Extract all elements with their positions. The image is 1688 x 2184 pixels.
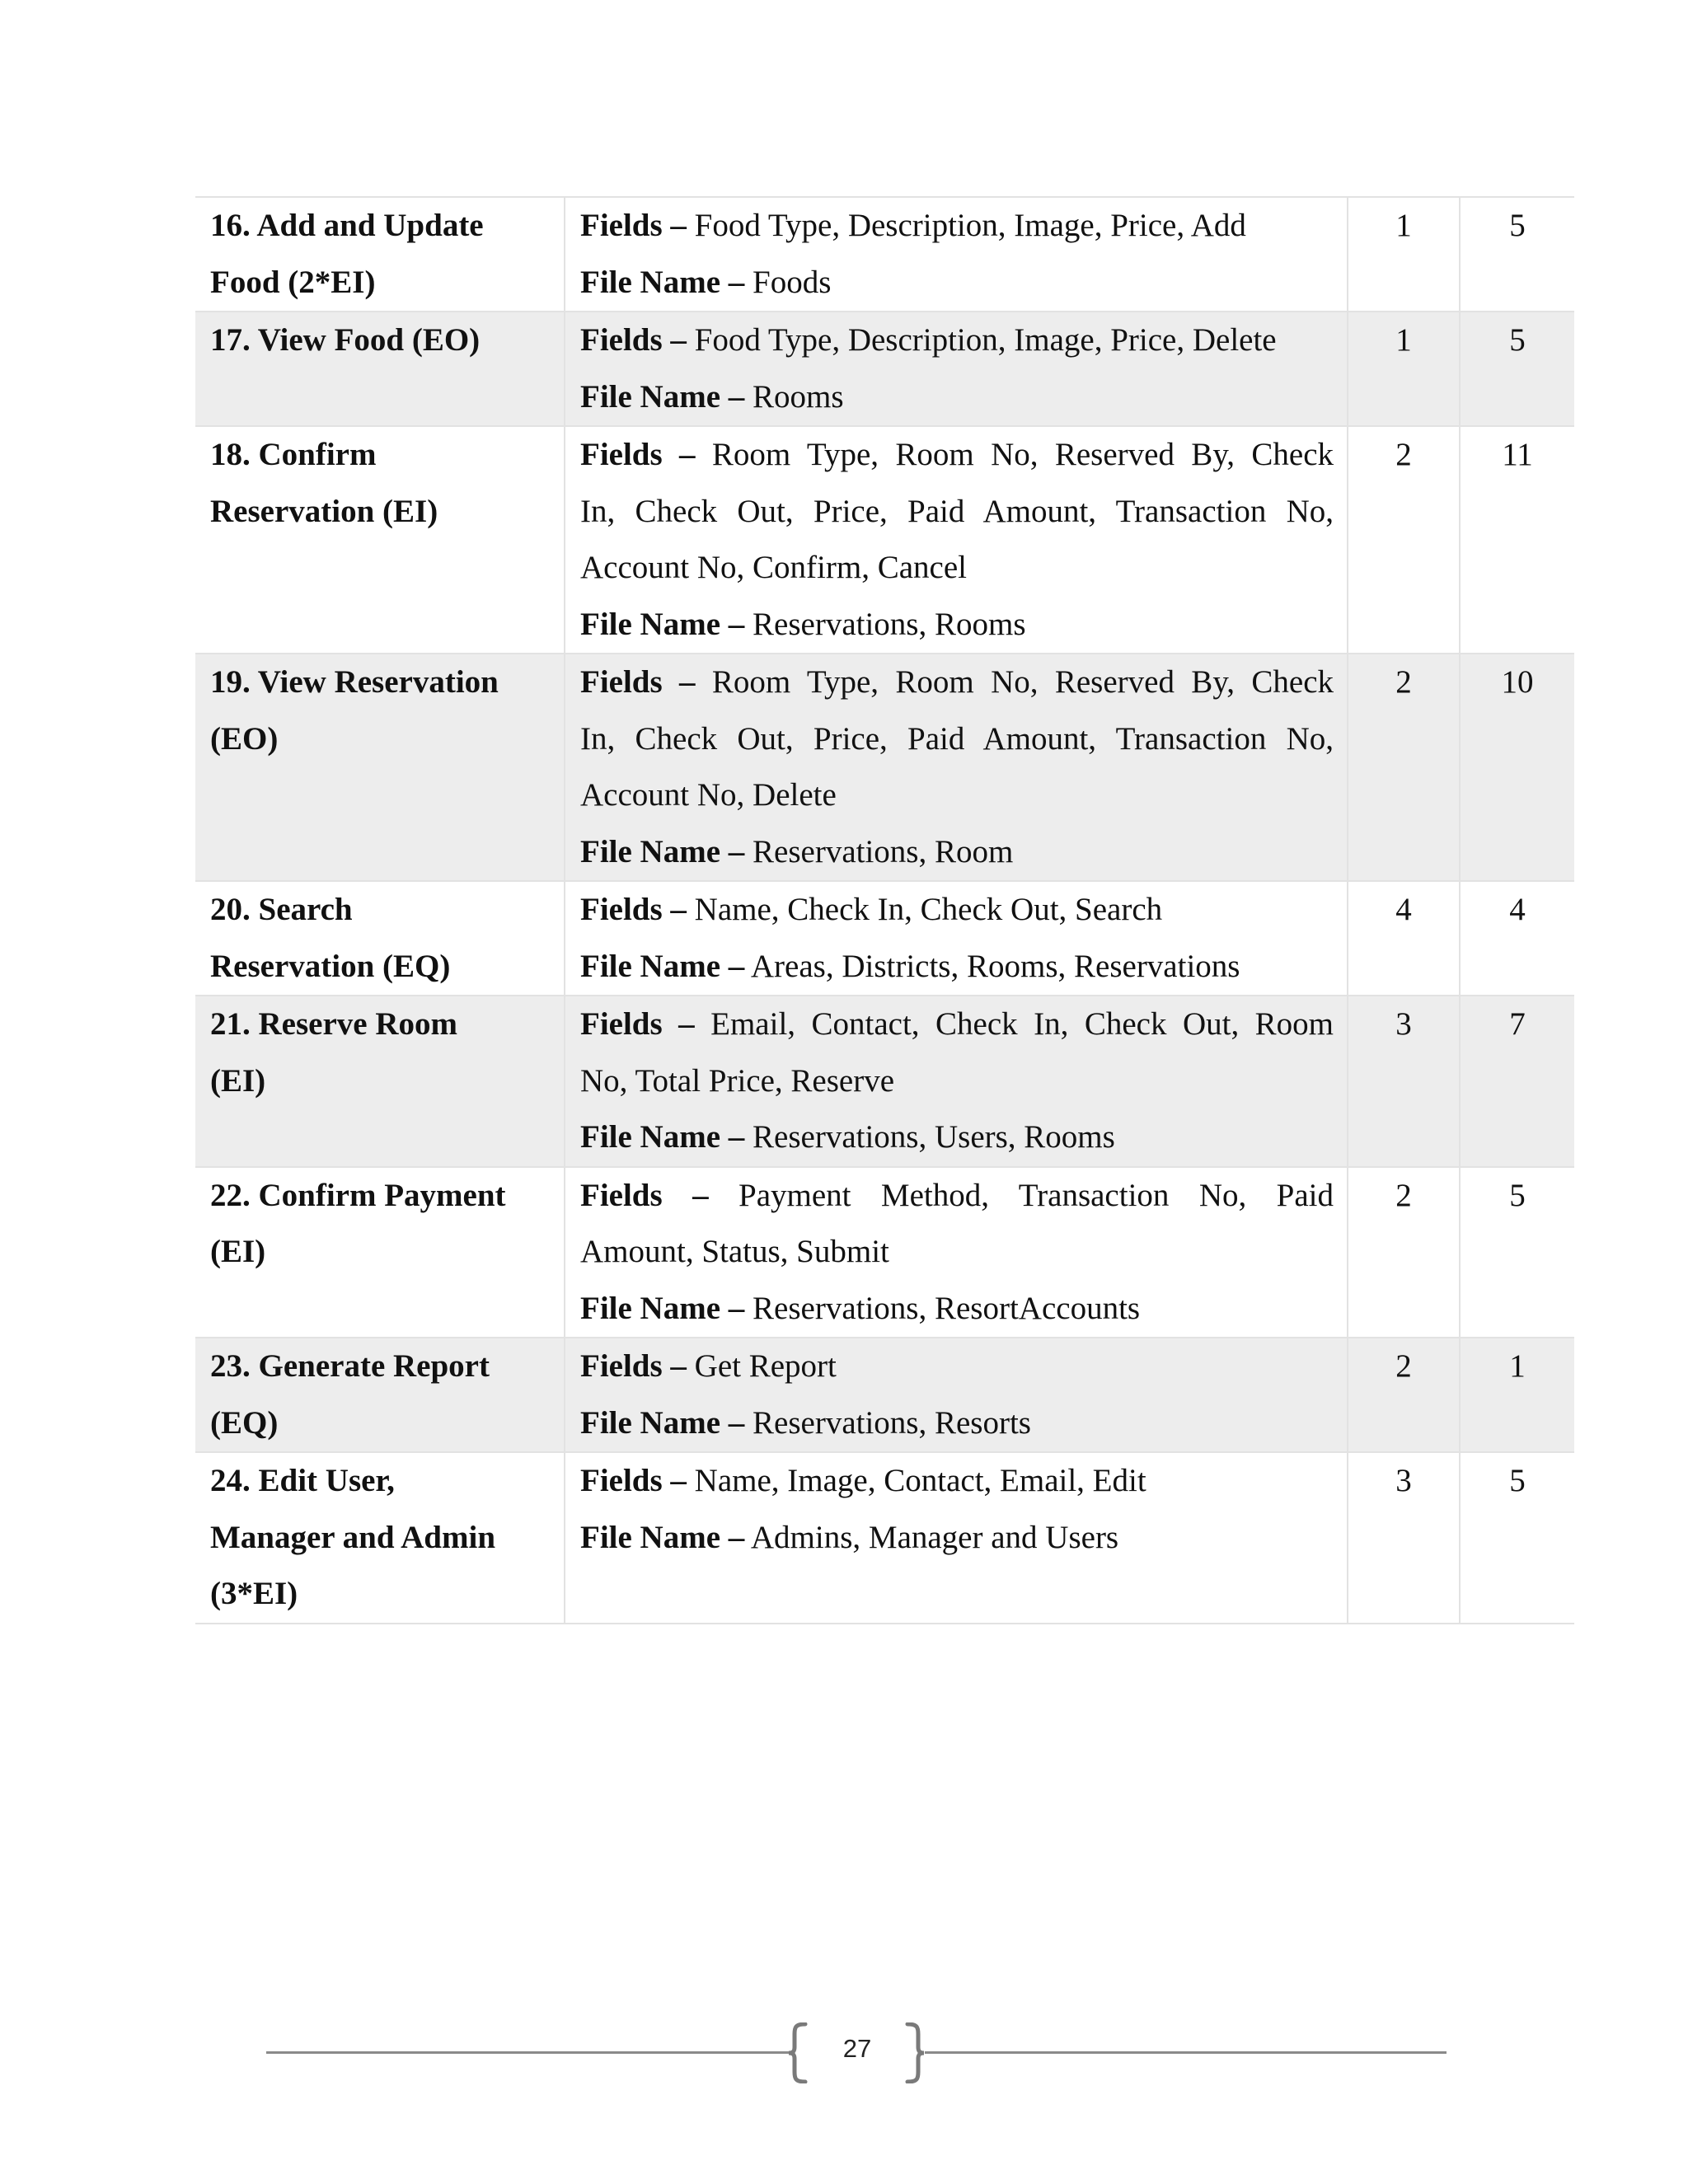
fields-line <box>580 427 1334 484</box>
fields-line <box>580 1053 1334 1110</box>
file-name-label: File Name – <box>580 1290 745 1326</box>
file-name-label: File Name – <box>580 1404 745 1441</box>
fields-line <box>580 882 1334 939</box>
function-name-line: 17. View Food (EO) <box>210 322 481 358</box>
fields-line <box>580 198 1334 255</box>
file-name-text: Reservations, Users, Rooms <box>753 1119 1115 1155</box>
file-name-text: Admins, Manager and Users <box>750 1519 1119 1555</box>
count-cell-1: 2 <box>1348 426 1460 654</box>
function-name-line: 23. Generate Report <box>210 1348 490 1384</box>
fields-label: Fields – <box>580 1177 709 1213</box>
fields-text: Payment Method, Transaction No, Paid <box>738 1177 1334 1213</box>
description-cell <box>565 1338 1348 1452</box>
function-name-cell <box>195 312 565 426</box>
count-cell-1: 3 <box>1348 1452 1460 1624</box>
description-cell <box>565 654 1348 881</box>
file-name-line <box>580 1281 1334 1338</box>
table-row <box>195 1452 1574 1624</box>
file-name-line <box>580 939 1334 996</box>
function-name-line: 16. Add and Update <box>210 208 484 243</box>
fields-text: No, Total Price, Reserve <box>580 1062 895 1099</box>
fields-label: Fields – <box>580 208 687 243</box>
function-name-line: (EI) <box>210 1062 266 1099</box>
fields-label: Fields – <box>580 437 696 472</box>
table-row <box>195 197 1574 312</box>
description-cell <box>565 426 1348 654</box>
fields-text: Account No, Confirm, Cancel <box>580 550 967 585</box>
fields-line <box>580 1168 1334 1225</box>
fields-text: In, Check Out, Price, Paid Amount, Transaction No, <box>580 720 1334 757</box>
file-name-text: Reservations, Resorts <box>753 1404 1031 1441</box>
function-name-line: Reservation (EQ) <box>210 948 451 984</box>
count-cell-2: 5 <box>1460 312 1574 426</box>
right-brace-icon <box>904 2022 926 2083</box>
file-name-label: File Name – <box>580 948 745 984</box>
left-brace-icon <box>787 2022 809 2083</box>
fields-text: In, Check Out, Price, Paid Amount, Transaction No, <box>580 493 1334 529</box>
function-name-cell <box>195 1167 565 1338</box>
fields-text: Account No, Delete <box>580 777 837 813</box>
file-name-line <box>580 824 1334 881</box>
file-name-label: File Name – <box>580 378 745 415</box>
fields-text: Get Report <box>694 1348 837 1384</box>
function-name-line: 22. Confirm Payment <box>210 1177 506 1213</box>
fields-line <box>580 996 1334 1053</box>
fields-text: Amount, Status, Submit <box>580 1234 889 1269</box>
fields-text: Room Type, Room No, Reserved By, Check <box>711 664 1334 700</box>
count-cell-2: 5 <box>1460 197 1574 312</box>
table-row <box>195 881 1574 996</box>
file-name-line <box>580 1510 1334 1567</box>
table-row <box>195 654 1574 881</box>
file-name-line <box>580 1109 1334 1166</box>
description-cell <box>565 312 1348 426</box>
fields-text: Food Type, Description, Image, Price, Add <box>694 208 1246 243</box>
function-name-line: 18. Confirm <box>210 437 377 472</box>
count-cell-1: 2 <box>1348 654 1460 881</box>
count-cell-1: 4 <box>1348 881 1460 996</box>
file-name-label: File Name – <box>580 1519 745 1555</box>
file-name-text: Rooms <box>753 378 844 415</box>
fields-text: Name, Check In, Check Out, Search <box>694 892 1163 927</box>
fields-text: Food Type, Description, Image, Price, Delete <box>694 322 1277 358</box>
function-point-table <box>195 196 1574 1624</box>
table-body <box>195 197 1574 1624</box>
function-name-line: (EQ) <box>210 1404 279 1441</box>
table-row <box>195 312 1574 426</box>
fields-line <box>580 312 1334 369</box>
function-name-cell <box>195 654 565 881</box>
file-name-label: File Name – <box>580 606 745 642</box>
fields-line <box>580 484 1334 541</box>
file-name-label: File Name – <box>580 833 745 869</box>
function-name-cell <box>195 881 565 996</box>
function-name-cell <box>195 197 565 312</box>
fields-line <box>580 1453 1334 1510</box>
file-name-line <box>580 369 1334 426</box>
function-name-line: (EI) <box>210 1234 266 1269</box>
fields-line <box>580 1224 1334 1281</box>
fields-label: Fields – <box>580 892 687 927</box>
count-cell-2: 5 <box>1460 1452 1574 1624</box>
table-row <box>195 1338 1574 1452</box>
file-name-text: Reservations, Rooms <box>753 606 1026 642</box>
count-cell-2: 10 <box>1460 654 1574 881</box>
description-cell <box>565 1167 1348 1338</box>
fields-line <box>580 767 1334 824</box>
footer-rule-left <box>266 2051 790 2054</box>
function-name-line: 21. Reserve Room <box>210 1006 457 1042</box>
file-name-line <box>580 255 1334 312</box>
file-name-text: Reservations, Room <box>753 833 1014 869</box>
table-row <box>195 996 1574 1167</box>
file-name-label: File Name – <box>580 264 745 300</box>
fields-text: Name, Image, Contact, Email, Edit <box>694 1463 1146 1498</box>
table-row <box>195 1167 1574 1338</box>
fields-line <box>580 654 1334 711</box>
description-cell <box>565 197 1348 312</box>
count-cell-2: 11 <box>1460 426 1574 654</box>
function-name-cell <box>195 1338 565 1452</box>
description-cell <box>565 881 1348 996</box>
count-cell-2: 5 <box>1460 1167 1574 1338</box>
count-cell-1: 3 <box>1348 996 1460 1167</box>
footer-rule-right <box>925 2051 1447 2054</box>
file-name-line <box>580 597 1334 654</box>
fields-line <box>580 540 1334 597</box>
count-cell-1: 2 <box>1348 1167 1460 1338</box>
fields-text: Email, Contact, Check In, Check Out, Room <box>710 1006 1334 1042</box>
fields-label: Fields – <box>580 1006 695 1042</box>
file-name-text: Areas, Districts, Rooms, Reservations <box>750 948 1240 984</box>
function-name-cell <box>195 426 565 654</box>
function-name-line: Food (2*EI) <box>210 264 376 300</box>
count-cell-2: 4 <box>1460 881 1574 996</box>
description-cell <box>565 996 1348 1167</box>
function-name-line: 20. Search <box>210 892 353 927</box>
file-name-text: Foods <box>753 264 832 300</box>
count-cell-1: 1 <box>1348 197 1460 312</box>
function-name-cell <box>195 996 565 1167</box>
function-name-line: (EO) <box>210 720 279 757</box>
table-row <box>195 426 1574 654</box>
count-cell-1: 2 <box>1348 1338 1460 1452</box>
function-name-line: (3*EI) <box>210 1576 298 1611</box>
fields-line <box>580 1338 1334 1395</box>
function-name-cell <box>195 1452 565 1624</box>
fields-text: Room Type, Room No, Reserved By, Check <box>711 437 1334 472</box>
file-name-text: Reservations, ResortAccounts <box>753 1290 1141 1326</box>
function-name-line: 24. Edit User, <box>210 1463 395 1498</box>
count-cell-2: 1 <box>1460 1338 1574 1452</box>
function-name-line: Reservation (EI) <box>210 493 438 529</box>
fields-label: Fields – <box>580 1463 687 1498</box>
file-name-line <box>580 1395 1334 1452</box>
fields-label: Fields – <box>580 1348 687 1384</box>
file-name-label: File Name – <box>580 1119 745 1155</box>
function-name-line: Manager and Admin <box>210 1519 496 1555</box>
description-cell <box>565 1452 1348 1624</box>
page-number: 27 <box>842 2034 872 2063</box>
fields-line <box>580 711 1334 768</box>
count-cell-2: 7 <box>1460 996 1574 1167</box>
fields-label: Fields – <box>580 664 696 700</box>
fields-label: Fields – <box>580 322 687 358</box>
function-name-line: 19. View Reservation <box>210 664 499 700</box>
count-cell-1: 1 <box>1348 312 1460 426</box>
